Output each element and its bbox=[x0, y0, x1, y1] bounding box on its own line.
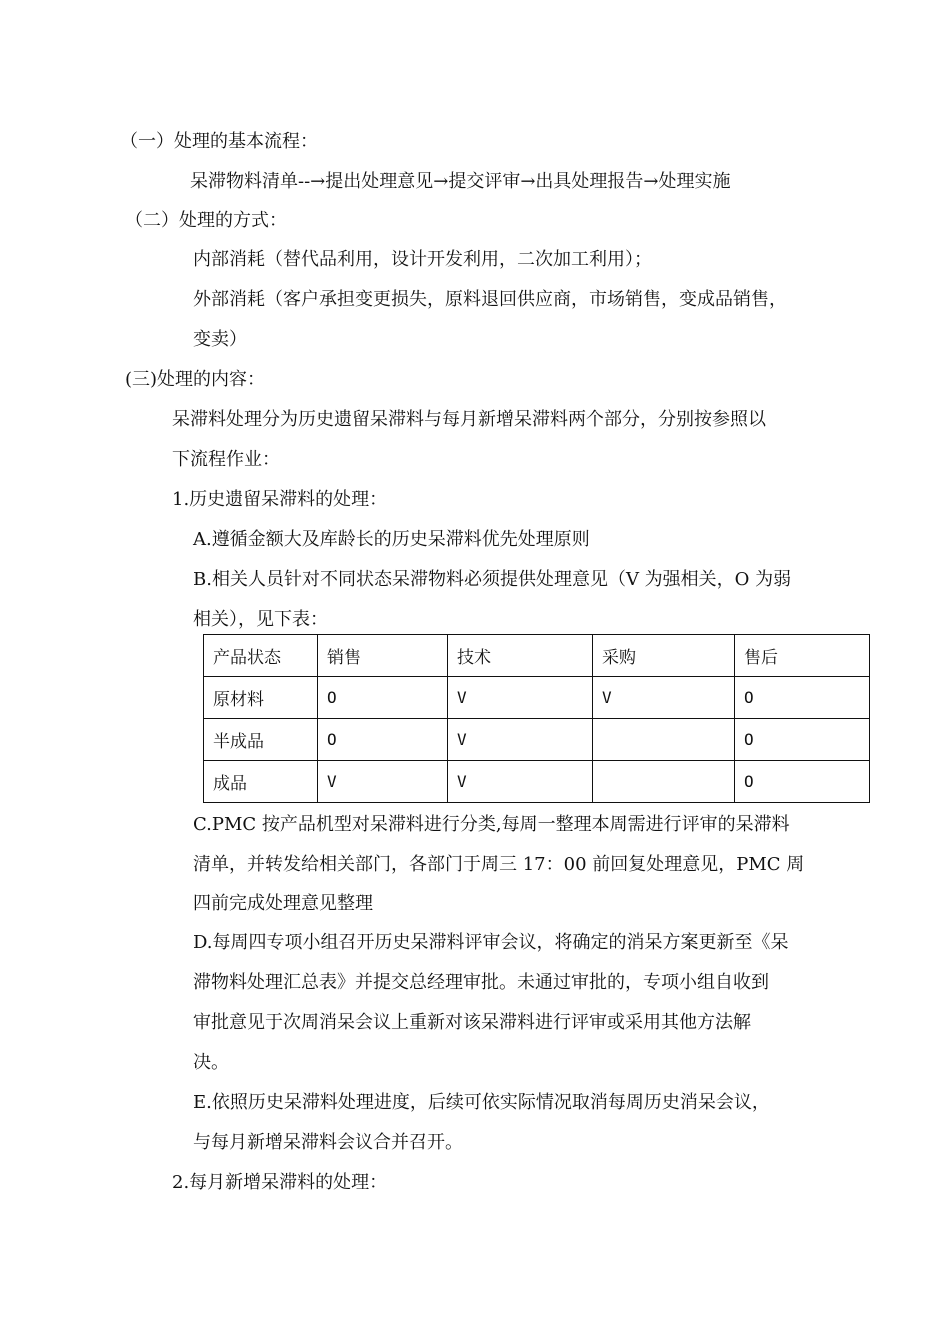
internal-consumption: 内部消耗（替代品利用，设计开发利用，二次加工利用）； bbox=[193, 249, 652, 270]
item-d-line2: 滞物料处理汇总表》并提交总经理审批。未通过审批的，专项小组自收到 bbox=[193, 972, 769, 993]
table-cell: 原材料 bbox=[204, 677, 318, 719]
item-c-line3: 四前完成处理意见整理 bbox=[193, 893, 373, 914]
item-b-line2: 相关），见下表： bbox=[193, 609, 328, 630]
table-header-cell: 产品状态 bbox=[204, 635, 318, 677]
item-a: A.遵循金额大及库龄长的历史呆滞料优先处理原则 bbox=[193, 529, 590, 550]
intro-line1: 呆滞料处理分为历史遗留呆滞料与每月新增呆滞料两个部分，分别按参照以 bbox=[172, 409, 766, 430]
table-header-cell: 售后 bbox=[735, 635, 870, 677]
table-row bbox=[204, 719, 870, 761]
external-consumption-line2: 变卖） bbox=[193, 329, 247, 350]
table-header-cell: 技术 bbox=[448, 635, 593, 677]
item-c-line2: 清单，并转发给相关部门，各部门于周三 17：00 前回复处理意见，PMC 周 bbox=[193, 854, 805, 875]
external-consumption-line1: 外部消耗（客户承担变更损失，原料退回供应商，市场销售，变成品销售， bbox=[193, 289, 787, 310]
table-cell: 成品 bbox=[204, 761, 318, 803]
table-header-cell: 销售 bbox=[318, 635, 448, 677]
process-flow: 呆滞物料清单--→提出处理意见→提交评审→出具处理报告→处理实施 bbox=[190, 171, 731, 192]
table-header-row bbox=[204, 635, 870, 677]
item2-title: 2.每月新增呆滞料的处理： bbox=[172, 1172, 388, 1193]
table-cell: V bbox=[448, 719, 593, 761]
item-d-line3: 审批意见于次周消呆会议上重新对该呆滞料进行评审或采用其他方法解 bbox=[193, 1012, 751, 1033]
item-d-line1: D.每周四专项小组召开历史呆滞料评审会议，将确定的消呆方案更新至《呆 bbox=[193, 932, 789, 953]
item-d-line4: 决。 bbox=[193, 1052, 229, 1073]
table-cell: V bbox=[593, 677, 735, 719]
table-header-cell: 采购 bbox=[593, 635, 735, 677]
table-cell: O bbox=[735, 761, 870, 803]
section1-heading: （一）处理的基本流程： bbox=[120, 131, 318, 152]
table-cell: V bbox=[448, 677, 593, 719]
item-c-line1: C.PMC 按产品机型对呆滞料进行分类,每周一整理本周需进行评审的呆滞料 bbox=[193, 814, 790, 835]
intro-line2: 下流程作业： bbox=[172, 449, 280, 470]
section3-heading: (三)处理的内容： bbox=[125, 369, 266, 390]
table-cell: V bbox=[318, 761, 448, 803]
table-row bbox=[204, 761, 870, 803]
table-cell bbox=[593, 719, 735, 761]
table-cell bbox=[593, 761, 735, 803]
responsibility-table bbox=[203, 634, 870, 803]
table-cell: O bbox=[735, 677, 870, 719]
table-row bbox=[204, 677, 870, 719]
item-e-line2: 与每月新增呆滞料会议合并召开。 bbox=[193, 1132, 463, 1153]
item-e-line1: E.依照历史呆滞料处理进度，后续可依实际情况取消每周历史消呆会议， bbox=[193, 1092, 770, 1113]
item1-title: 1.历史遗留呆滞料的处理： bbox=[172, 489, 388, 510]
table-cell: O bbox=[735, 719, 870, 761]
section2-heading: （二）处理的方式： bbox=[125, 210, 287, 231]
table-cell: V bbox=[448, 761, 593, 803]
table-cell: O bbox=[318, 719, 448, 761]
table-cell: O bbox=[318, 677, 448, 719]
table-cell: 半成品 bbox=[204, 719, 318, 761]
item-b-line1: B.相关人员针对不同状态呆滞物料必须提供处理意见（V 为强相关，O 为弱 bbox=[193, 569, 792, 590]
